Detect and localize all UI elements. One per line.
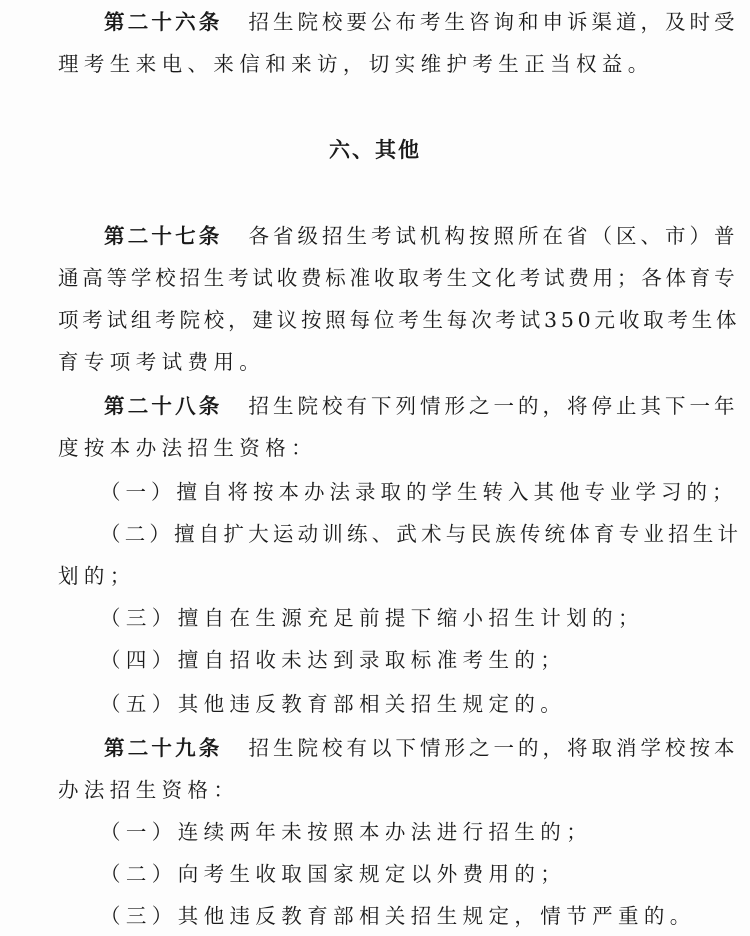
article-27-number: 第二十七条 xyxy=(104,224,223,248)
article-29-item-1: （一）连续两年未按照本办法进行招生的； xyxy=(100,820,593,844)
article-29-item-3: （三）其他违反教育部相关招生规定，情节严重的。 xyxy=(100,904,696,928)
article-27-line-1 xyxy=(104,222,739,250)
article-27-line-4: 育专项考试费用。 xyxy=(58,350,266,374)
article-29-line-1 xyxy=(104,734,739,762)
article-29-item-2: （二）向考生收取国家规定以外费用的； xyxy=(100,862,567,886)
article-29-line-2: 办法招生资格： xyxy=(58,778,240,802)
article-28-line-2: 度按本办法招生资格： xyxy=(58,436,317,460)
article-29-number: 第二十九条 xyxy=(104,736,223,760)
article-27-line-2: 通高等学校招生考试收费标准收取考生文化考试费用；各体育专 xyxy=(58,266,739,290)
section-heading: 六、其他 xyxy=(329,138,421,162)
article-29-text: 招生院校有以下情形之一的，将取消学校按本 xyxy=(248,736,739,760)
article-28-item-4: （四）擅自招收未达到录取标准考生的； xyxy=(100,648,567,672)
article-28-text: 招生院校有下列情形之一的，将停止其下一年 xyxy=(248,394,739,418)
article-26-text: 招生院校要公布考生咨询和申诉渠道，及时受 xyxy=(248,10,739,34)
article-27-line-3: 项考试组考院校，建议按照每位考生每次考试350元收取考生体 xyxy=(58,308,741,332)
article-27-text: 各省级招生考试机构按照所在省（区、市）普 xyxy=(248,224,739,248)
article-28-item-5: （五）其他违反教育部相关招生规定的。 xyxy=(100,692,567,716)
article-26-line-2: 理考生来电、来信和来访，切实维护考生正当权益。 xyxy=(58,52,654,76)
article-28-item-2-cont: 划的； xyxy=(58,564,136,588)
article-28-item-1: （一）擅自将按本办法录取的学生转入其他专业学习的； xyxy=(100,480,738,504)
article-26-line-1 xyxy=(104,8,739,36)
article-28-line-1 xyxy=(104,392,739,420)
article-28-number: 第二十八条 xyxy=(104,394,223,418)
article-28-item-2: （二）擅自扩大运动训练、武术与民族传统体育专业招生计 xyxy=(100,522,743,546)
article-28-item-3: （三）擅自在生源充足前提下缩小招生计划的； xyxy=(100,606,644,630)
article-26-number: 第二十六条 xyxy=(104,10,223,34)
